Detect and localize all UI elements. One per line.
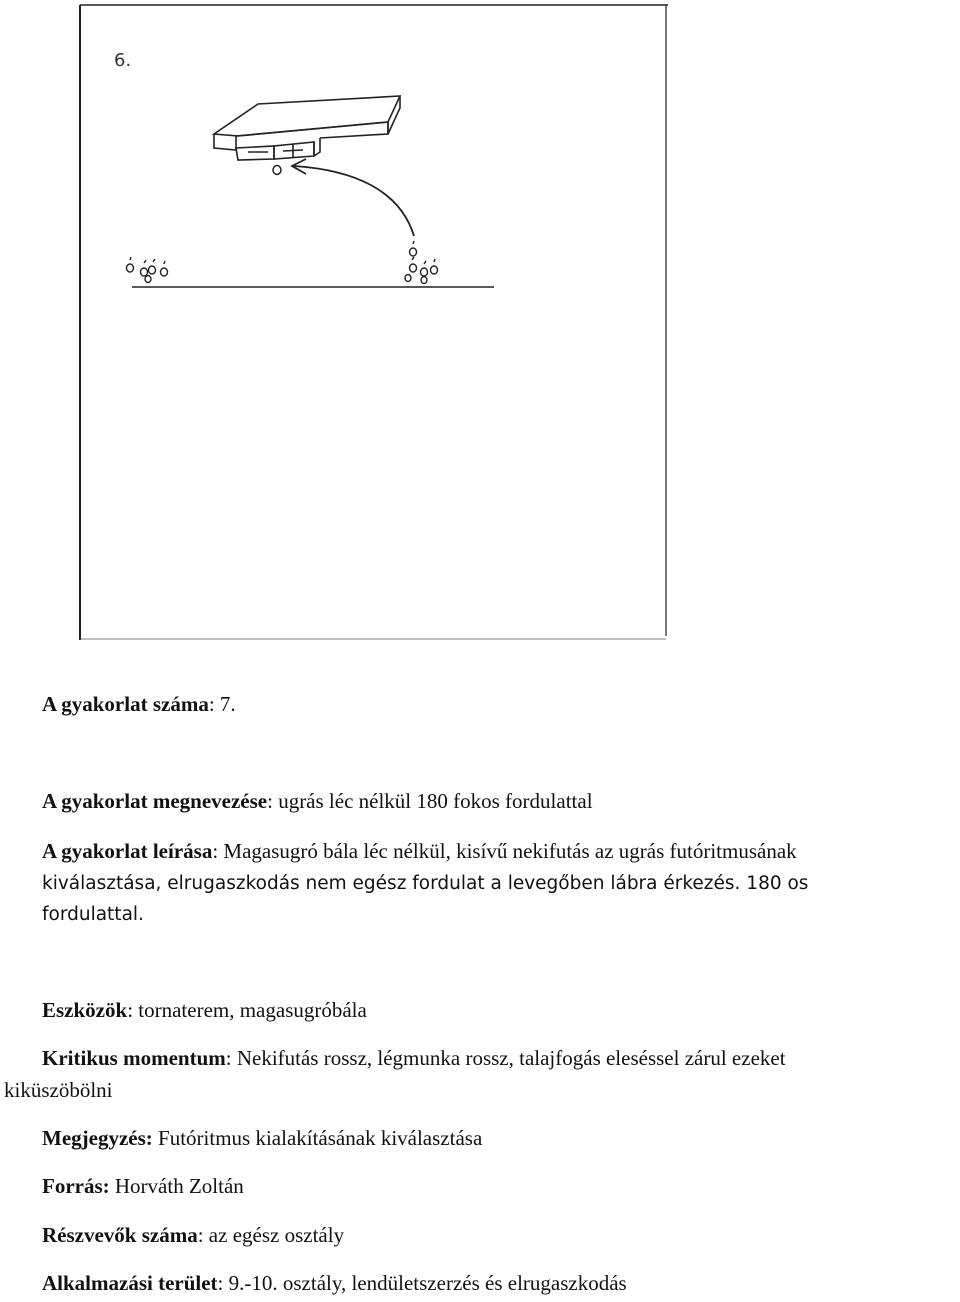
exercise-critical	[42, 1043, 786, 1074]
exercise-description	[42, 836, 797, 867]
exercise-critical-label: Kritikus momentum	[42, 1046, 226, 1070]
exercise-tools	[42, 995, 367, 1026]
exercise-tools-value: : tornaterem, magasugróbála	[127, 998, 367, 1022]
exercise-note	[42, 1123, 482, 1154]
exercise-note-value: Futóritmus kialakításának kiválasztása	[152, 1126, 483, 1150]
landing-jumper-icon	[273, 166, 281, 175]
exercise-description-label: A gyakorlat leírása	[42, 839, 213, 863]
exercise-name-label: A gyakorlat megnevezése	[42, 789, 268, 813]
figure-number: 6.	[114, 50, 132, 71]
exercise-participants	[42, 1220, 344, 1251]
exercise-critical-value-line2: kiküszöbölni	[4, 1078, 113, 1102]
exercise-application-label: Alkalmazási terület	[42, 1271, 218, 1295]
approach-arrow-icon	[292, 159, 414, 236]
exercise-critical-value-line1: : Nekifutás rossz, légmunka rossz, talajfogás eleséssel zárul ezeket	[225, 1046, 786, 1070]
exercise-sketch	[78, 4, 668, 640]
exercise-number-label: A gyakorlat száma	[42, 692, 209, 716]
waiting-group-right-icon	[405, 241, 438, 284]
exercise-source-label: Forrás:	[42, 1174, 110, 1198]
exercise-source	[42, 1171, 244, 1202]
exercise-description-line3: fordulattal.	[42, 904, 144, 925]
exercise-number	[42, 689, 236, 720]
exercise-number-value: : 7.	[208, 692, 236, 716]
exercise-description-line1: : Magasugró bála léc nélkül, kisívű nekifutás az ugrás futóritmusának	[212, 839, 797, 863]
exercise-name	[42, 786, 593, 817]
exercise-tools-label: Eszközök	[42, 998, 128, 1022]
exercise-note-label: Megjegyzés:	[42, 1126, 153, 1150]
exercise-participants-value: : az egész osztály	[197, 1223, 345, 1247]
exercise-description-line2: kiválasztása, elrugaszkodás nem egész fordulat a levegőben lábra érkezés. 180 os	[42, 873, 809, 894]
exercise-application-value: : 9.-10. osztály, lendületszerzés és elrugaszkodás	[217, 1271, 627, 1295]
sketch-drawing	[78, 4, 668, 640]
jump-mat-icon	[214, 96, 400, 160]
waiting-group-left-icon	[127, 257, 168, 283]
exercise-name-value: : ugrás léc nélkül 180 fokos fordulattal	[267, 789, 593, 813]
exercise-source-value: Horváth Zoltán	[109, 1174, 244, 1198]
exercise-participants-label: Részvevők száma	[42, 1223, 198, 1247]
exercise-application	[42, 1268, 627, 1299]
